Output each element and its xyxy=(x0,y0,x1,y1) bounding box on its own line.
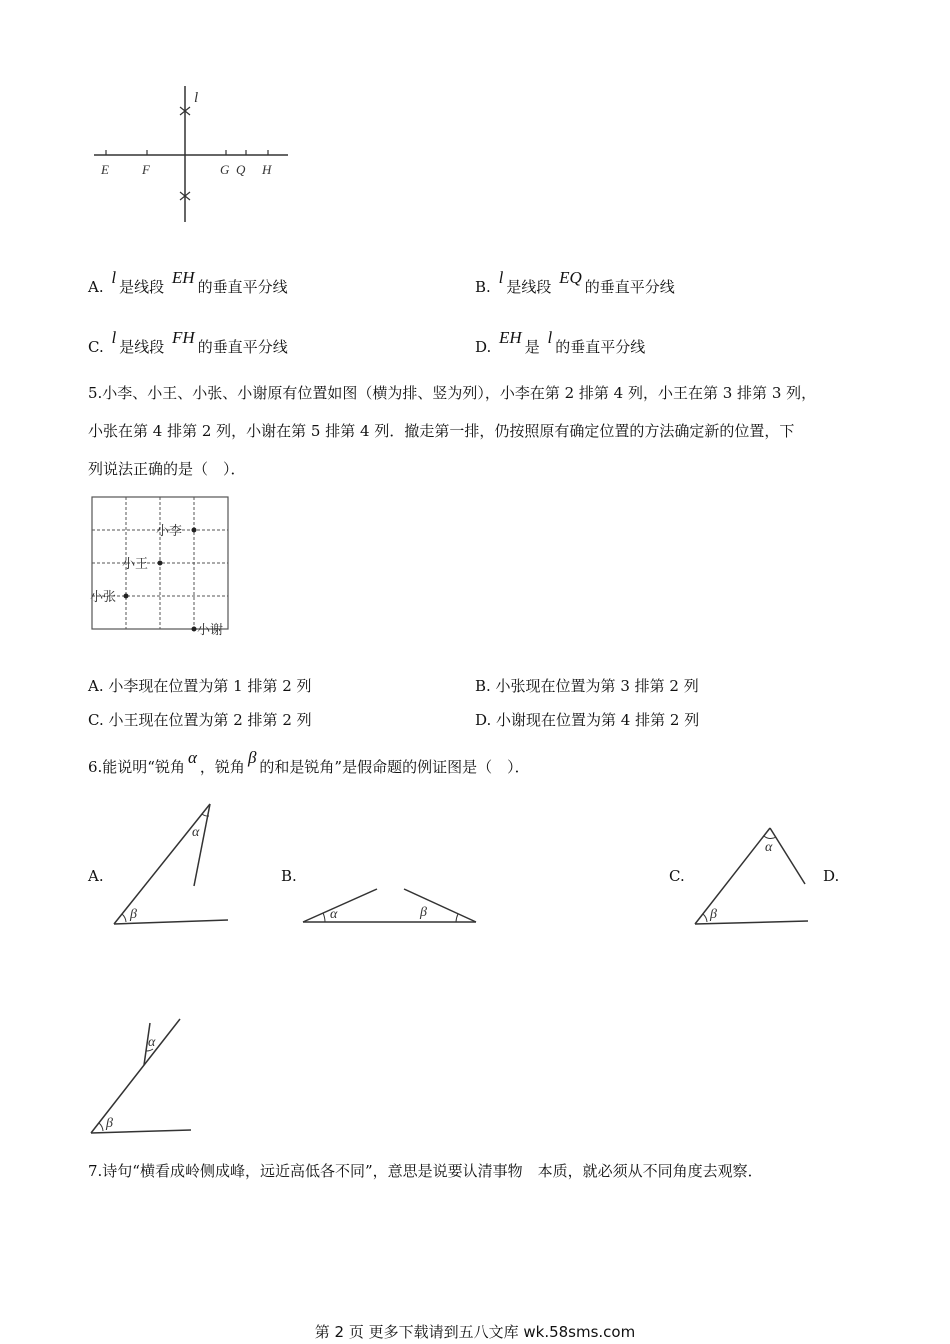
q5-stem-line: 列说法正确的是（ ）． xyxy=(88,460,246,478)
q5-stem-line: 小张在第 4 排第 2 列，小谢在第 5 排第 4 列．撤走第一排，仍按照原有确定位置的方法确定新的位置，下 xyxy=(88,422,795,440)
q6-figure-c xyxy=(690,822,815,932)
svg-text:β: β xyxy=(130,907,137,922)
q4-point-label: F xyxy=(142,162,150,177)
svg-text:α: α xyxy=(330,907,338,922)
q5-grid-label-li: 小李 xyxy=(156,524,183,539)
q4-point-label: E xyxy=(101,162,109,177)
q5-grid-label-xie: 小谢 xyxy=(197,623,224,638)
q5-option-b: B. 小张现在位置为第 3 排第 2 列 xyxy=(475,677,699,695)
q6-option-b-letter: B. xyxy=(281,867,297,885)
q4-option-c: C. l 是线段 FH 的垂直平分线 xyxy=(88,328,288,356)
q5-stem-line: 5.小李、小王、小张、小谢原有位置如图（横为排、竖为列），小李在第 2 排第 4 列，小王在第 3 排第 3 列， xyxy=(88,384,817,402)
page-footer: 第 2 页 更多下载请到五八文库 wk.58sms.com xyxy=(314,1323,636,1341)
q5-option-a: A. 小李现在位置为第 1 排第 2 列 xyxy=(88,677,312,695)
svg-text:β: β xyxy=(106,1116,113,1131)
q6-figure-a xyxy=(108,798,238,933)
q5-option-d: D. 小谢现在位置为第 4 排第 2 列 xyxy=(475,711,700,729)
q4-option-b: B. l 是线段 EQ 的垂直平分线 xyxy=(475,268,675,296)
q4-figure xyxy=(88,82,298,232)
q4-option-d: D. EH 是 l 的垂直平分线 xyxy=(475,328,646,356)
q5-grid-label-zhang: 小张 xyxy=(90,590,117,605)
q6-option-c-letter: C. xyxy=(669,867,685,885)
q6-option-a-letter: A. xyxy=(88,867,104,885)
q4-line-label: l xyxy=(194,90,199,106)
q6-option-d-letter: D. xyxy=(823,867,840,885)
q4-point-label: Q xyxy=(236,162,246,177)
q4-point-label: G xyxy=(220,162,230,177)
svg-text:α: α xyxy=(765,840,773,855)
svg-text:α: α xyxy=(192,825,200,840)
q5-option-c: C. 小王现在位置为第 2 排第 2 列 xyxy=(88,711,312,729)
svg-text:β: β xyxy=(420,905,427,920)
svg-text:β: β xyxy=(710,907,717,922)
q5-grid-label-wang: 小王 xyxy=(122,557,149,572)
q5-seat-grid xyxy=(88,494,238,640)
q4-option-a: A. l 是线段 EH 的垂直平分线 xyxy=(88,268,288,296)
svg-text:α: α xyxy=(148,1035,156,1050)
q6-figure-d xyxy=(86,1015,201,1140)
q6-figure-b xyxy=(298,883,483,933)
q4-point-label: H xyxy=(262,162,272,177)
q6-stem: 6.能说明“锐角 α ，锐角 β 的和是锐角”是假命题的例证图是（ ）． xyxy=(88,748,530,776)
q7-stem: 7.诗句“横看成岭侧成峰，远近高低各不同”，意思是说要认清事物 本质，就必须从不同角度去观察． xyxy=(88,1162,763,1180)
